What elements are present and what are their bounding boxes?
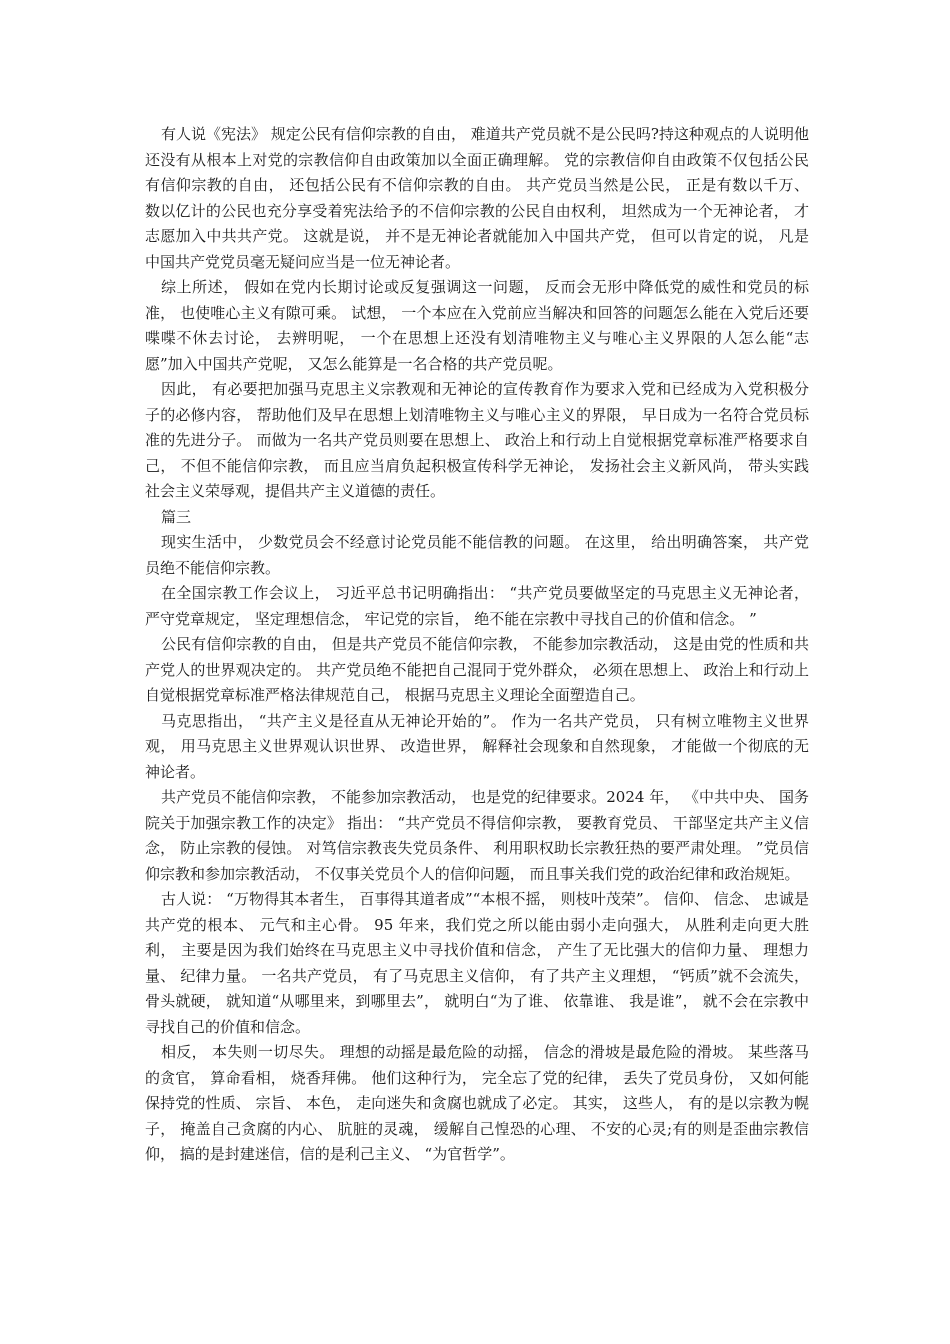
paragraph-3: 因此， 有必要把加强马克思主义宗教观和无神论的宣传教育作为要求入党和已经成为入党积极分子的必修内容， 帮助他们及早在思想上划清唯物主义与唯心主义的界限， 早日成为一名符合党员标准的先进分子。 而做为一名共产党员则要在思想上、 政治上和行动上自觉根据党章标准严格要求自己， 不但不能信仰宗教， 而且应当肩负起积极宣传科学无神论， 发扬社会主义新风尚， 带头实践社会主义荣辱观，提倡共产主义道德的责任。: [145, 380, 809, 500]
section-paragraph-1: 现实生活中， 少数党员会不经意讨论党员能不能信教的问题。 在这里， 给出明确答案， 共产党员绝不能信仰宗教。: [145, 533, 809, 577]
section-paragraph-4: 马克思指出， “共产主义是径直从无神论开始的”。 作为一名共产党员， 只有树立唯物主义世界观， 用马克思主义世界观认识世界、 改造世界， 解释社会现象和自然现象， 才能做一个彻底的无神论者。: [145, 711, 809, 781]
paragraph-1: 有人说《宪法》 规定公民有信仰宗教的自由， 难道共产党员就不是公民吗?持这种观点的人说明他还没有从根本上对党的宗教信仰自由政策加以全面正确理解。 党的宗教信仰自由政策不仅包括公民有信仰宗教的自由， 还包括公民有不信仰宗教的自由。 共产党员当然是公民， 正是有数以千万、 数以亿计的公民也充分享受着宪法给予的不信仰宗教的公民自由权利， 坦然成为一个无神论者， 才志愿加入中共共产党。 这就是说， 并不是无神论者就能加入中国共产党， 但可以肯定的说， 凡是中国共产党党员毫无疑问应当是一位无神论者。: [145, 125, 809, 271]
section-paragraph-3: 公民有信仰宗教的自由， 但是共产党员不能信仰宗教， 不能参加宗教活动， 这是由党的性质和共产党人的世界观决定的。 共产党员绝不能把自己混同于党外群众， 必须在思想上、 政治上和行动上自觉根据党章标准严格法律规范自己， 根据马克思主义理论全面塑造自己。: [145, 635, 809, 704]
section-paragraph-5: 共产党员不能信仰宗教， 不能参加宗教活动， 也是党的纪律要求。2024 年， 《中共中央、 国务院关于加强宗教工作的决定》 指出： “共产党员不得信仰宗教， 要教育党员、 干部坚定共产主义信念， 防止宗教的侵蚀。 对笃信宗教丧失党员条件、 利用职权助长宗教狂热的要严肃处理。 ”党员信仰宗教和参加宗教活动， 不仅事关党员个人的信仰问题， 而且事关我们党的政治纪律和政治规矩。: [145, 788, 809, 883]
paragraph-2: 综上所述， 假如在党内长期讨论或反复强调这一问题， 反而会无形中降低党的威性和党员的标准， 也使唯心主义有隙可乘。 试想， 一个本应在入党前应当解决和回答的问题怎么能在入党后还要喋喋不休去讨论， 去辨明呢， 一个在思想上还没有划清唯物主义与唯心主义界限的人怎么能“志愿”加入中国共产党呢， 又怎么能算是一名合格的共产党员呢。: [145, 278, 809, 373]
section-title: 篇三: [161, 507, 192, 526]
document-page: [145, 122, 809, 1168]
section-paragraph-2: 在全国宗教工作会议上， 习近平总书记明确指出： “共产党员要做坚定的马克思主义无神论者， 严守党章规定， 坚定理想信念， 牢记党的宗旨， 绝不能在宗教中寻找自己的价值和信念。 ”: [145, 584, 809, 628]
section-paragraph-7: 相反， 本失则一切尽失。 理想的动摇是最危险的动摇， 信念的滑坡是最危险的滑坡。 某些落马的贪官， 算命看相， 烧香拜佛。 他们这种行为， 完全忘了党的纪律， 丢失了党员身份， 又如何能保持党的性质、 宗旨、 本色， 走向迷失和贪腐也就成了必定。 其实， 这些人， 有的是以宗教为幌子， 掩盖自己贪腐的内心、 肮脏的灵魂， 缓解自己惶恐的心理、 不安的心灵;有的则是歪曲宗教信仰， 搞的是封建迷信，信的是利己主义、 “为官哲学”。: [145, 1043, 809, 1163]
section-paragraph-6: 古人说： “万物得其本者生， 百事得其道者成”“本根不摇， 则枝叶茂荣”。 信仰、 信念、 忠诚是共产党的根本、 元气和主心骨。 95 年来，我们党之所以能由弱小走向强大， 从胜利走向更大胜利， 主要是因为我们始终在马克思主义中寻找价值和信念， 产生了无比强大的信仰力量、 理想力量、 纪律力量。 一名共产党员， 有了马克思主义信仰， 有了共产主义理想， “钙质”就不会流失， 骨头就硬， 就知道“从哪里来，到哪里去”， 就明白“为了谁、 依靠谁、 我是谁”， 就不会在宗教中寻找自己的价值和信念。: [145, 890, 809, 1036]
